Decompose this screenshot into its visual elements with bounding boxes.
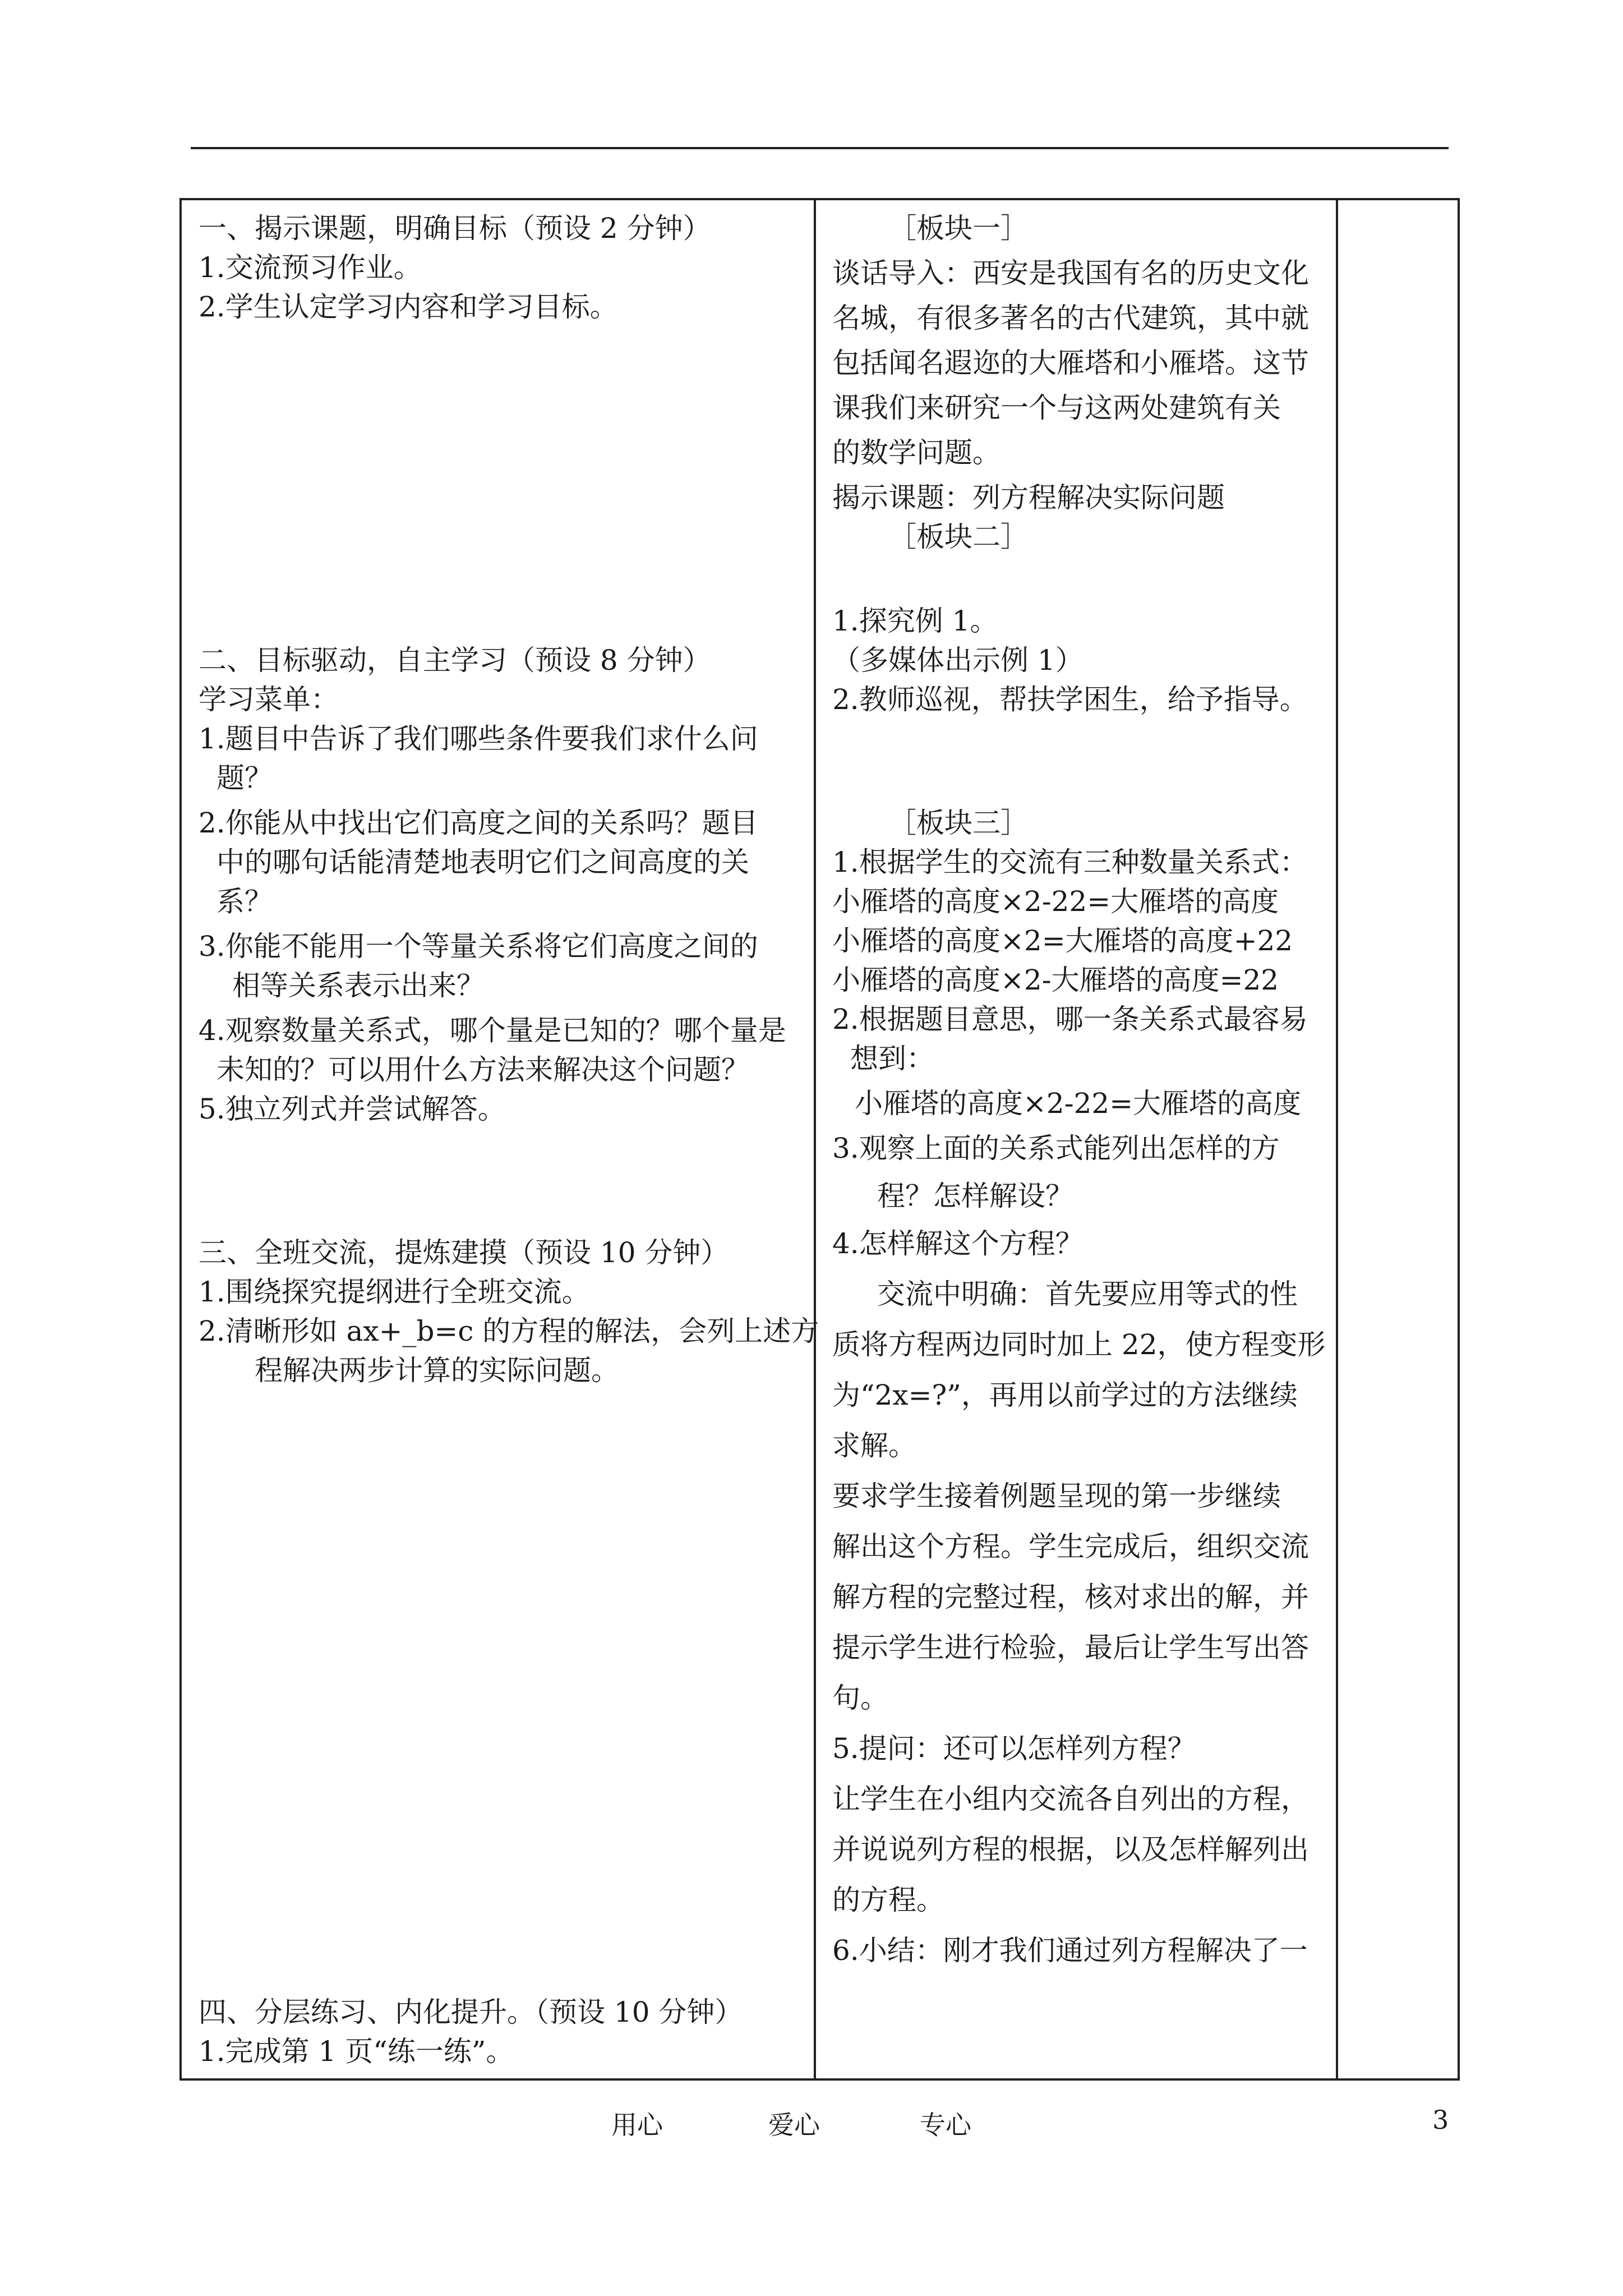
section-heading-3: 三、全班交流，提炼建摸（预设 10 分钟）: [199, 1236, 729, 1269]
mid-line: 质将方程两边同时加上 22，使方程变形: [832, 1328, 1326, 1361]
mid-line: 求解。: [832, 1429, 916, 1462]
left-line: 1.题目中告诉了我们哪些条件要我们求什么问: [199, 723, 758, 755]
mid-line: 为“2x=?”，再用以前学过的方法继续: [832, 1379, 1298, 1411]
left-line: 3.你能不能用一个等量关系将它们高度之间的: [199, 930, 758, 963]
mid-line: 名城，有很多著名的古代建筑，其中就: [832, 302, 1309, 334]
mid-line: 6.小结：刚才我们通过列方程解决了一: [832, 1934, 1308, 1967]
mid-line: 并说说列方程的根据，以及怎样解列出: [832, 1833, 1309, 1866]
block-heading-2: ［板块二］: [888, 521, 1029, 553]
mid-line: 课我们来研究一个与这两处建筑有关: [832, 392, 1281, 424]
mid-line: 小雁塔的高度×2-22=大雁塔的高度: [832, 885, 1279, 918]
left-line: 4.观察数量关系式，哪个量是已知的？哪个量是: [199, 1014, 786, 1047]
mid-line: 解方程的完整过程，核对求出的解，并: [832, 1581, 1309, 1613]
page-number: 3: [1432, 2105, 1449, 2135]
mid-line: 要求学生接着例题呈现的第一步继续: [832, 1480, 1281, 1512]
column-divider-right: [1336, 200, 1338, 2078]
mid-line: 小雁塔的高度×2=大雁塔的高度+22: [832, 924, 1293, 957]
mid-line: 小雁塔的高度×2-大雁塔的高度=22: [832, 964, 1279, 996]
mid-line: 谈话导入：西安是我国有名的历史文化: [832, 257, 1309, 289]
column-divider-left: [814, 200, 816, 2078]
left-line: 学习菜单：: [199, 683, 339, 716]
mid-line: （多媒体出示例 1）: [832, 644, 1083, 677]
footer-word-2: 爱心: [768, 2110, 820, 2140]
lesson-plan-table: [179, 198, 1460, 2081]
left-line: 未知的？可以用什么方法来解决这个问题？: [216, 1053, 749, 1086]
left-line: 2.清晰形如 ax+_b=c 的方程的解法，会列上述方: [199, 1315, 819, 1347]
mid-line: 句。: [832, 1682, 888, 1714]
left-line: 2.学生认定学习内容和学习目标。: [199, 291, 618, 323]
mid-line: 的数学问题。: [832, 436, 1000, 469]
mid-line: 提示学生进行检验，最后让学生写出答: [832, 1631, 1309, 1664]
footer-word-3: 专心: [920, 2110, 971, 2140]
mid-line: 小雁塔的高度×2-22=大雁塔的高度: [855, 1087, 1302, 1120]
mid-line: 想到：: [850, 1042, 934, 1075]
mid-line: 程？怎样解设？: [877, 1180, 1073, 1212]
mid-line: 3.观察上面的关系式能列出怎样的方: [832, 1132, 1280, 1165]
section-heading-2: 二、目标驱动，自主学习（预设 8 分钟）: [199, 644, 711, 677]
mid-line: 1.根据学生的交流有三种数量关系式：: [832, 846, 1308, 878]
mid-line: 5.提问：还可以怎样列方程？: [832, 1732, 1196, 1765]
mid-line: 2.根据题目意思，哪一条关系式最容易: [832, 1003, 1308, 1036]
left-line: 1.完成第 1 页“练一练”。: [199, 2035, 514, 2068]
mid-line: 1.探究例 1。: [832, 605, 998, 637]
left-line: 中的哪句话能清楚地表明它们之间高度的关: [216, 846, 749, 878]
left-line: 5.独立列式并尝试解答。: [199, 1093, 506, 1125]
block-heading-1: ［板块一］: [888, 212, 1029, 245]
section-heading-4: 四、分层练习、内化提升。（预设 10 分钟）: [199, 1996, 743, 2028]
footer-word-1: 用心: [611, 2110, 663, 2140]
left-line: 2.你能从中找出它们高度之间的关系吗？题目: [199, 807, 758, 839]
mid-line: 包括闻名遐迩的大雁塔和小雁塔。这节: [832, 347, 1309, 379]
mid-line: 揭示课题：列方程解决实际问题: [832, 481, 1225, 514]
mid-line: 的方程。: [832, 1884, 944, 1916]
mid-line: 让学生在小组内交流各自列出的方程，: [832, 1783, 1309, 1815]
left-line: 1.交流预习作业。: [199, 251, 422, 284]
left-line: 程解决两步计算的实际问题。: [255, 1354, 619, 1387]
header-rule: [191, 147, 1449, 149]
left-line: 1.围绕探究提纲进行全班交流。: [199, 1276, 590, 1308]
left-line: 系？: [216, 885, 273, 918]
left-line: 题？: [216, 762, 273, 794]
mid-line: 4.怎样解这个方程？: [832, 1227, 1083, 1260]
mid-line: 交流中明确：首先要应用等式的性: [877, 1278, 1298, 1310]
block-heading-3: ［板块三］: [888, 807, 1029, 839]
left-line: 相等关系表示出来？: [232, 969, 485, 1002]
mid-line: 解出这个方程。学生完成后，组织交流: [832, 1530, 1309, 1563]
section-heading-1: 一、揭示课题，明确目标（预设 2 分钟）: [199, 212, 711, 245]
mid-line: 2.教师巡视，帮扶学困生，给予指导。: [832, 683, 1308, 716]
